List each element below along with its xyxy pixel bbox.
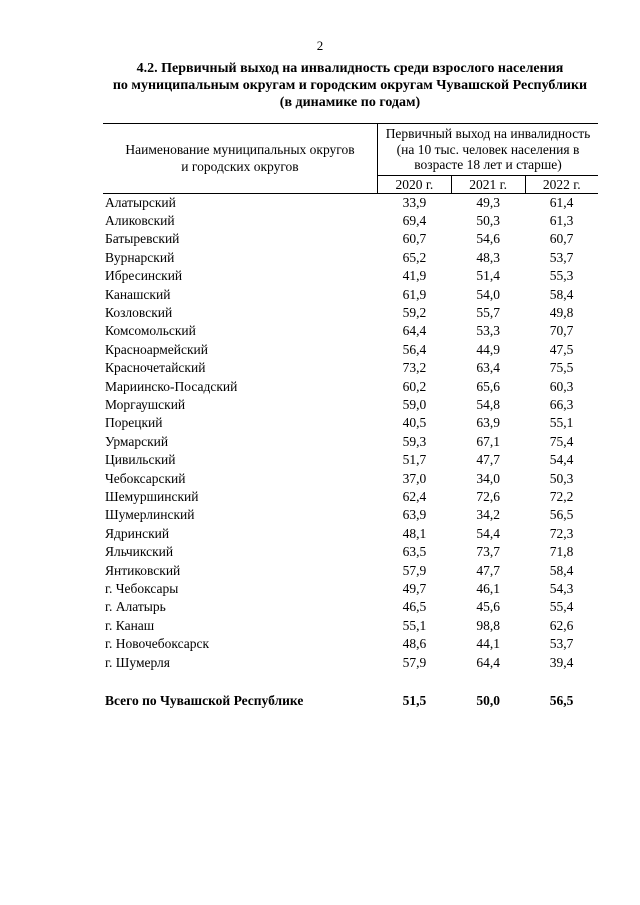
value-2022: 53,7 bbox=[549, 636, 574, 652]
row-name: г. Новочебоксарск bbox=[105, 636, 210, 652]
value-2022: 60,3 bbox=[549, 378, 574, 394]
row-name: Ибресинский bbox=[105, 268, 183, 284]
value-2020: 46,5 bbox=[402, 599, 427, 615]
value-2021: 49,3 bbox=[476, 194, 500, 210]
table-row bbox=[103, 286, 598, 304]
table-row bbox=[103, 396, 598, 414]
row-name: Цивильский bbox=[105, 452, 176, 468]
row-name: Янтиковский bbox=[105, 562, 181, 578]
value-2021: 64,4 bbox=[476, 654, 500, 670]
value-2021: 63,9 bbox=[476, 415, 500, 431]
value-2020: 48,1 bbox=[402, 525, 427, 541]
title-line-2: по муниципальным округам и городским округам Чувашской Республики bbox=[112, 78, 588, 93]
row-name: Шемуршинский bbox=[105, 489, 199, 504]
value-2020: 60,7 bbox=[402, 231, 427, 247]
value-2022: 54,4 bbox=[549, 452, 574, 468]
table-row bbox=[103, 543, 598, 561]
value-2020: 63,9 bbox=[402, 507, 427, 523]
value-2022: 55,1 bbox=[549, 415, 574, 431]
table-row bbox=[103, 488, 598, 506]
value-2020: 33,9 bbox=[402, 194, 427, 210]
value-2021: 54,8 bbox=[476, 396, 500, 412]
row-name: г. Шумерля bbox=[105, 654, 171, 670]
table-row bbox=[103, 322, 598, 340]
value-2021: 54,6 bbox=[476, 231, 500, 247]
row-name: Аликовский bbox=[105, 212, 175, 228]
row-name: Урмарский bbox=[105, 433, 169, 449]
row-name: Козловский bbox=[105, 304, 173, 320]
table-row bbox=[103, 193, 598, 212]
value-2022: 58,4 bbox=[549, 562, 574, 578]
value-2022: 75,4 bbox=[549, 433, 574, 449]
table-row bbox=[103, 267, 598, 285]
column-header-name bbox=[103, 124, 378, 194]
table-row bbox=[103, 562, 598, 580]
value-2021: 47,7 bbox=[476, 562, 500, 578]
value-2020: 48,6 bbox=[402, 636, 427, 652]
table-body bbox=[103, 193, 598, 710]
value-2022: 61,4 bbox=[549, 194, 574, 210]
disability-table bbox=[103, 123, 598, 710]
value-2022: 55,4 bbox=[549, 599, 574, 615]
title-line-1: 4.2. Первичный выход на инвалидность среди взрослого населения bbox=[136, 61, 564, 76]
value-2020: 62,4 bbox=[402, 489, 427, 504]
row-name: Порецкий bbox=[105, 415, 163, 431]
column-header-name-line-2: и городских округов bbox=[181, 159, 299, 175]
value-2022: 71,8 bbox=[549, 544, 574, 560]
value-2021: 98,8 bbox=[476, 617, 500, 633]
value-2020: 73,2 bbox=[402, 360, 427, 376]
table-row bbox=[103, 506, 598, 524]
value-2020: 49,7 bbox=[402, 581, 427, 597]
value-2021: 46,1 bbox=[476, 581, 500, 597]
row-name: Ядринский bbox=[105, 525, 170, 541]
value-2021: 34,2 bbox=[476, 507, 500, 523]
value-2022: 70,7 bbox=[549, 323, 574, 339]
value-2021: 48,3 bbox=[476, 249, 500, 265]
value-2020: 65,2 bbox=[402, 249, 427, 265]
total-2022: 56,5 bbox=[549, 693, 574, 709]
table-row bbox=[103, 230, 598, 248]
value-2020: 59,0 bbox=[402, 396, 427, 412]
total-2021: 50,0 bbox=[476, 693, 500, 709]
value-2021: 34,0 bbox=[476, 470, 500, 486]
table-title bbox=[60, 60, 640, 111]
row-name: Вурнарский bbox=[105, 249, 175, 265]
row-name: Шумерлинский bbox=[105, 507, 195, 523]
value-2021: 51,4 bbox=[476, 268, 500, 284]
table-row bbox=[103, 617, 598, 635]
page-number: 2 bbox=[316, 38, 324, 53]
row-name: Комсомольский bbox=[105, 323, 196, 339]
group-header-line-1: Первичный выход на инвалидность bbox=[385, 126, 591, 141]
value-2021: 53,3 bbox=[476, 323, 500, 339]
row-name: Алатырский bbox=[105, 194, 176, 210]
group-header-line-2: (на 10 тыс. человек населения в bbox=[396, 141, 580, 157]
table-row bbox=[103, 598, 598, 616]
value-2020: 56,4 bbox=[402, 341, 427, 357]
value-2021: 44,1 bbox=[476, 636, 500, 652]
value-2020: 59,3 bbox=[402, 433, 427, 449]
row-name: Чебоксарский bbox=[105, 470, 186, 486]
value-2022: 53,7 bbox=[549, 249, 574, 265]
total-2020: 51,5 bbox=[402, 693, 427, 709]
table-row bbox=[103, 451, 598, 469]
value-2022: 72,3 bbox=[549, 525, 574, 541]
row-name: Моргаушский bbox=[105, 396, 186, 412]
table-row bbox=[103, 414, 598, 432]
value-2020: 69,4 bbox=[402, 212, 427, 228]
value-2022: 60,7 bbox=[549, 231, 574, 247]
table-row bbox=[103, 635, 598, 653]
value-2022: 66,3 bbox=[549, 396, 574, 412]
row-name: Красноармейский bbox=[105, 341, 209, 357]
row-name: Красночетайский bbox=[105, 360, 206, 376]
value-2020: 57,9 bbox=[402, 562, 427, 578]
value-2020: 59,2 bbox=[402, 304, 427, 320]
value-2022: 49,8 bbox=[549, 304, 574, 320]
value-2021: 54,4 bbox=[476, 525, 500, 541]
value-2021: 73,7 bbox=[476, 544, 500, 560]
spacer-row bbox=[103, 672, 598, 692]
year-header-2022: 2022 г. bbox=[525, 175, 598, 193]
column-group-header bbox=[378, 124, 599, 176]
value-2021: 47,7 bbox=[476, 452, 500, 468]
year-header-2020: 2020 г. bbox=[378, 175, 452, 193]
table-row bbox=[103, 341, 598, 359]
row-name: г. Алатырь bbox=[105, 599, 166, 615]
value-2020: 63,5 bbox=[402, 544, 427, 560]
value-2022: 55,3 bbox=[549, 268, 574, 284]
title-line-3: (в динамике по годам) bbox=[279, 95, 421, 110]
value-2021: 63,4 bbox=[476, 360, 500, 376]
row-name: г. Канаш bbox=[105, 617, 155, 633]
value-2022: 39,4 bbox=[549, 654, 574, 670]
table-row bbox=[103, 249, 598, 267]
value-2021: 72,6 bbox=[476, 489, 500, 504]
value-2020: 41,9 bbox=[402, 268, 427, 284]
value-2020: 40,5 bbox=[402, 415, 427, 431]
row-name: г. Чебоксары bbox=[105, 581, 179, 597]
value-2020: 37,0 bbox=[402, 470, 427, 486]
total-name: Всего по Чувашской Республике bbox=[105, 693, 304, 709]
value-2022: 56,5 bbox=[549, 507, 574, 523]
column-header-name-line-1: Наименование муниципальных округов bbox=[125, 142, 355, 158]
table-row bbox=[103, 304, 598, 322]
value-2021: 44,9 bbox=[476, 341, 500, 357]
value-2021: 55,7 bbox=[476, 304, 500, 320]
table-row bbox=[103, 359, 598, 377]
value-2020: 55,1 bbox=[402, 617, 427, 633]
table-row bbox=[103, 470, 598, 488]
row-name: Мариинско-Посадский bbox=[105, 378, 238, 394]
value-2022: 62,6 bbox=[549, 617, 574, 633]
value-2021: 50,3 bbox=[476, 212, 500, 228]
year-header-2021: 2021 г. bbox=[451, 175, 525, 193]
table-row bbox=[103, 580, 598, 598]
value-2022: 75,5 bbox=[549, 360, 574, 376]
value-2020: 64,4 bbox=[402, 323, 427, 339]
group-header-line-3: возрасте 18 лет и старше) bbox=[414, 157, 562, 172]
value-2021: 67,1 bbox=[476, 433, 500, 449]
value-2021: 54,0 bbox=[476, 286, 500, 302]
value-2022: 61,3 bbox=[549, 212, 574, 228]
row-name: Батыревский bbox=[105, 231, 180, 247]
total-row bbox=[103, 692, 598, 710]
table-row bbox=[103, 378, 598, 396]
value-2021: 65,6 bbox=[476, 378, 500, 394]
value-2020: 60,2 bbox=[402, 378, 427, 394]
value-2022: 47,5 bbox=[549, 341, 574, 357]
value-2021: 45,6 bbox=[476, 599, 500, 615]
table-row bbox=[103, 212, 598, 230]
row-name: Яльчикский bbox=[105, 544, 174, 560]
value-2020: 51,7 bbox=[402, 452, 427, 468]
table-row bbox=[103, 433, 598, 451]
value-2022: 72,2 bbox=[549, 489, 574, 504]
value-2020: 57,9 bbox=[402, 654, 427, 670]
table-row bbox=[103, 654, 598, 672]
value-2020: 61,9 bbox=[402, 286, 427, 302]
value-2022: 50,3 bbox=[549, 470, 574, 486]
value-2022: 54,3 bbox=[549, 581, 574, 597]
row-name: Канашский bbox=[105, 286, 171, 302]
table-row bbox=[103, 525, 598, 543]
value-2022: 58,4 bbox=[549, 286, 574, 302]
